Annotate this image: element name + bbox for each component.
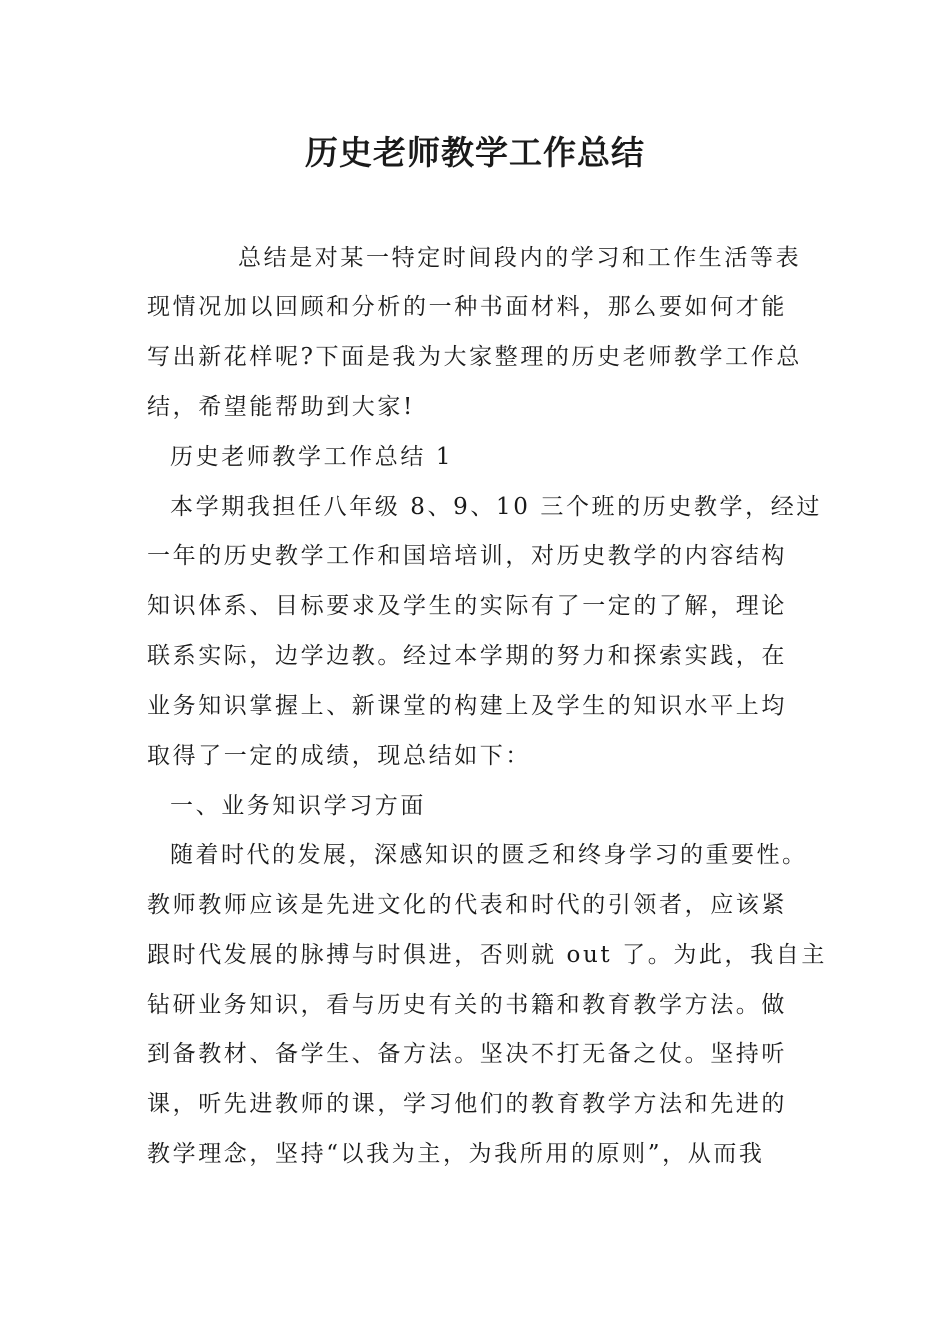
- paragraph-line: 联系实际，边学边教。经过本学期的努力和探索实践，在: [147, 643, 787, 669]
- paragraph-line: 到备教材、备学生、备方法。坚决不打无备之仗。坚持听: [147, 1041, 787, 1067]
- paragraph-line: 现情况加以回顾和分析的一种书面材料，那么要如何才能: [147, 294, 787, 320]
- section-heading: 历史老师教学工作总结 1: [170, 444, 454, 470]
- paragraph-line: 知识体系、目标要求及学生的实际有了一定的了解，理论: [147, 593, 787, 619]
- paragraph-line: 本学期我担任八年级 8、9、10 三个班的历史教学，经过: [170, 494, 822, 520]
- paragraph-line: 钻研业务知识，看与历史有关的书籍和教育教学方法。做: [147, 992, 787, 1018]
- paragraph-line: 业务知识掌握上、新课堂的构建上及学生的知识水平上均: [147, 693, 787, 719]
- paragraph-line: 随着时代的发展，深感知识的匮乏和终身学习的重要性。: [170, 842, 808, 868]
- paragraph-line: 教学理念，坚持“以我为主，为我所用的原则”，从而我: [147, 1141, 765, 1167]
- paragraph-line: 写出新花样呢?下面是我为大家整理的历史老师教学工作总: [147, 344, 802, 370]
- paragraph-line: 结，希望能帮助到大家!: [147, 394, 415, 420]
- paragraph-line: 跟时代发展的脉搏与时俱进，否则就 out 了。为此，我自主: [147, 942, 827, 968]
- paragraph-line: 一年的历史教学工作和国培培训，对历史教学的内容结构: [147, 543, 787, 569]
- paragraph-line: 教师教师应该是先进文化的代表和时代的引领者，应该紧: [147, 892, 787, 918]
- paragraph-line: 总结是对某一特定时间段内的学习和工作生活等表: [238, 245, 802, 271]
- paragraph-line: 课，听先进教师的课，学习他们的教育教学方法和先进的: [147, 1091, 787, 1117]
- document-title: 历史老师教学工作总结: [305, 133, 645, 172]
- paragraph-line: 取得了一定的成绩，现总结如下：: [147, 743, 531, 769]
- subsection-heading: 一、业务知识学习方面: [170, 793, 426, 819]
